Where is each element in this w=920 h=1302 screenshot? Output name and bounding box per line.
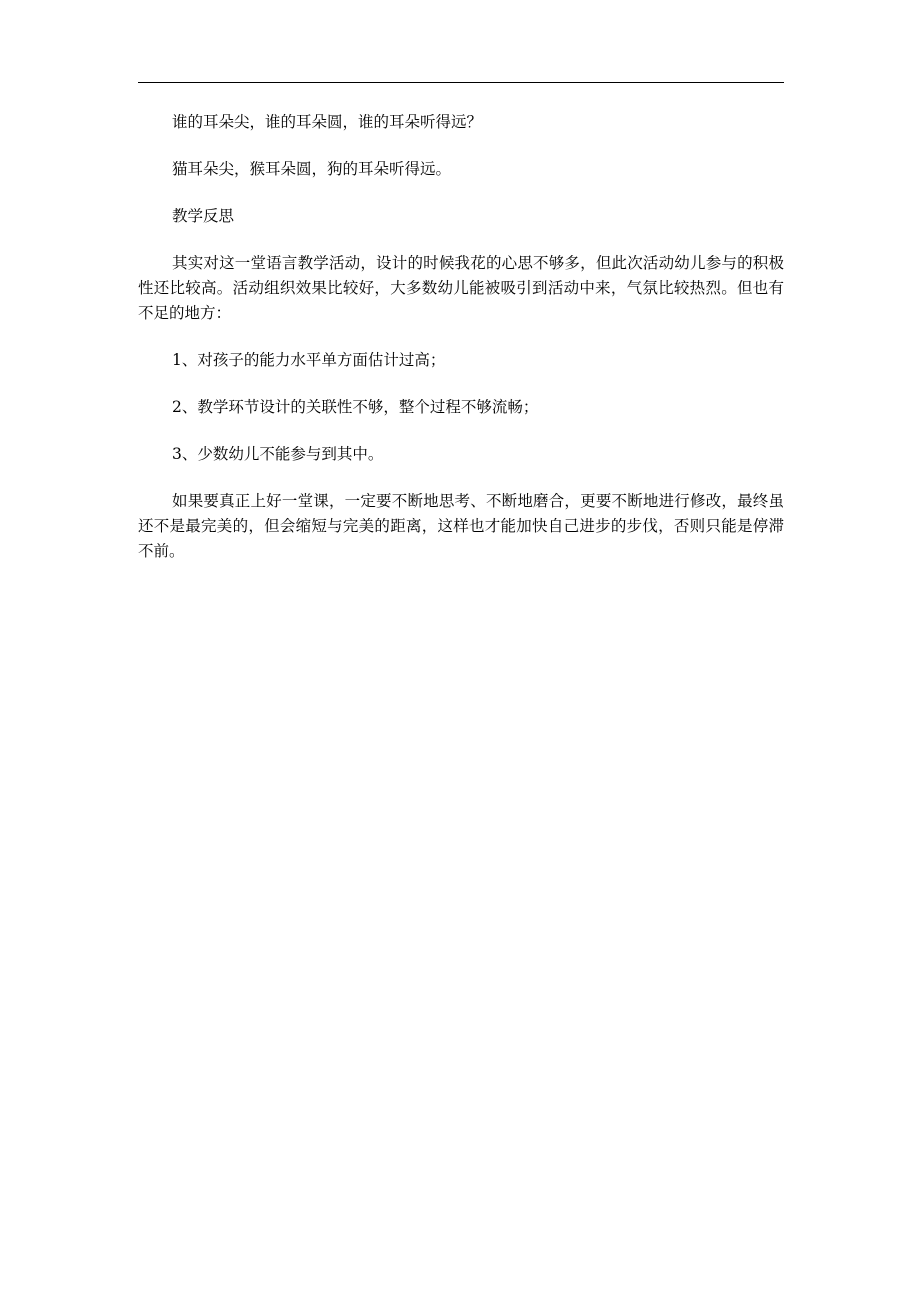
shortcoming-item-1: 1、对孩子的能力水平单方面估计过高； [172,351,446,369]
shortcoming-item-3: 3、少数幼儿不能参与到其中。 [172,445,384,463]
question-line: 谁的耳朵尖，谁的耳朵圆，谁的耳朵听得远？ [172,113,483,131]
reflection-paragraph: 其实对这一堂语言教学活动，设计的时候我花的心思不够多，但此次活动幼儿参与的积极性还比较高。活动组织效果比较好，大多数幼儿能被吸引到活动中来，气氛比较热烈。但也有不足的地方： [138,254,784,322]
header-rule [138,82,784,83]
conclusion-paragraph: 如果要真正上好一堂课，一定要不断地思考、不断地磨合，更要不断地进行修改，最终虽还不是最完美的，但会缩短与完美的距离，这样也才能加快自己进步的步伐，否则只能是停滞不前。 [138,492,784,560]
shortcoming-item-2: 2、教学环节设计的关联性不够，整个过程不够流畅； [172,398,539,416]
answer-line: 猫耳朵尖，猴耳朵圆，狗的耳朵听得远。 [172,160,452,178]
document-body [138,110,784,586]
section-heading: 教学反思 [172,207,235,225]
